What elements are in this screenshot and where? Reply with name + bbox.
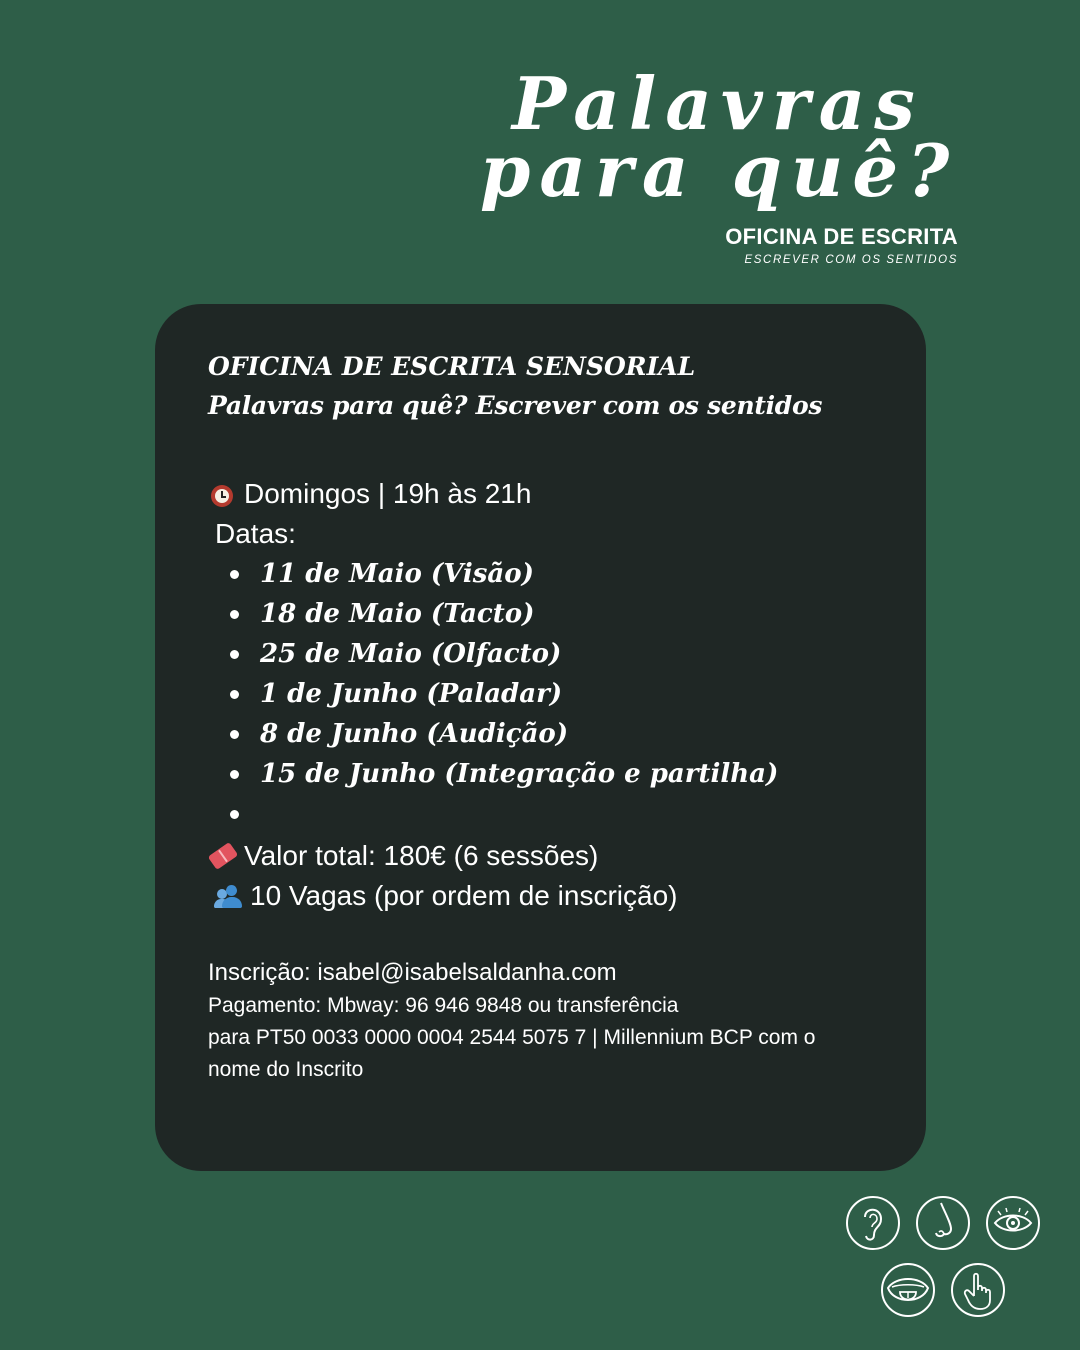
hero-subtitle: OFICINA DE ESCRITA [725,224,958,249]
payment-line-2: para PT50 0033 0000 0004 2544 5075 7 | Millennium BCP com o [208,1026,816,1049]
list-item: 1 de Junho (Paladar) [230,674,896,714]
schedule-line [208,474,896,514]
price-text: Valor total: 180€ (6 sessões) [244,840,599,871]
card-subheading: Palavras para quê? Escrever com os sentidos [208,391,823,420]
hero-tagline: ESCREVER COM OS SENTIDOS [744,254,958,266]
spots-line [208,876,896,916]
price-line [208,836,896,876]
ticket-icon [208,841,238,871]
ear-icon [845,1195,901,1251]
hero-title-line2: para quê? [480,128,959,213]
card-heading: OFICINA DE ESCRITA SENSORIAL [208,352,696,381]
senses-icons [842,1192,1052,1322]
info-card [155,304,926,1171]
list-item: 8 de Junho (Audição) [230,714,896,754]
schedule-text: Domingos | 19h às 21h [244,478,532,509]
list-item [230,794,896,834]
list-item: 25 de Maio (Olfacto) [230,634,896,674]
info-card-content [208,348,896,1086]
dates-label: Datas: [215,518,296,549]
payment-line-1: Pagamento: Mbway: 96 946 9848 ou transferência [208,994,679,1017]
users-icon [214,881,244,911]
list-item: 18 de Maio (Tacto) [230,594,896,634]
spots-text: 10 Vagas (por ordem de inscrição) [250,880,678,911]
hero-subtitle-block [725,224,958,266]
registration-text: Inscrição: isabel@isabelsaldanha.com [208,959,617,986]
alarm-clock-icon [208,479,238,509]
hero-title [480,61,1000,213]
hero-title-line1: Palavras [512,61,924,146]
list-item: 15 de Junho (Integração e partilha) [230,754,896,794]
dates-list [208,554,896,834]
mouth-icon [880,1262,936,1318]
nose-icon [915,1195,971,1251]
payment-line-3: nome do Inscrito [208,1058,364,1081]
eye-icon [985,1195,1041,1251]
hand-icon [950,1262,1006,1318]
list-item: 11 de Maio (Visão) [230,554,896,594]
